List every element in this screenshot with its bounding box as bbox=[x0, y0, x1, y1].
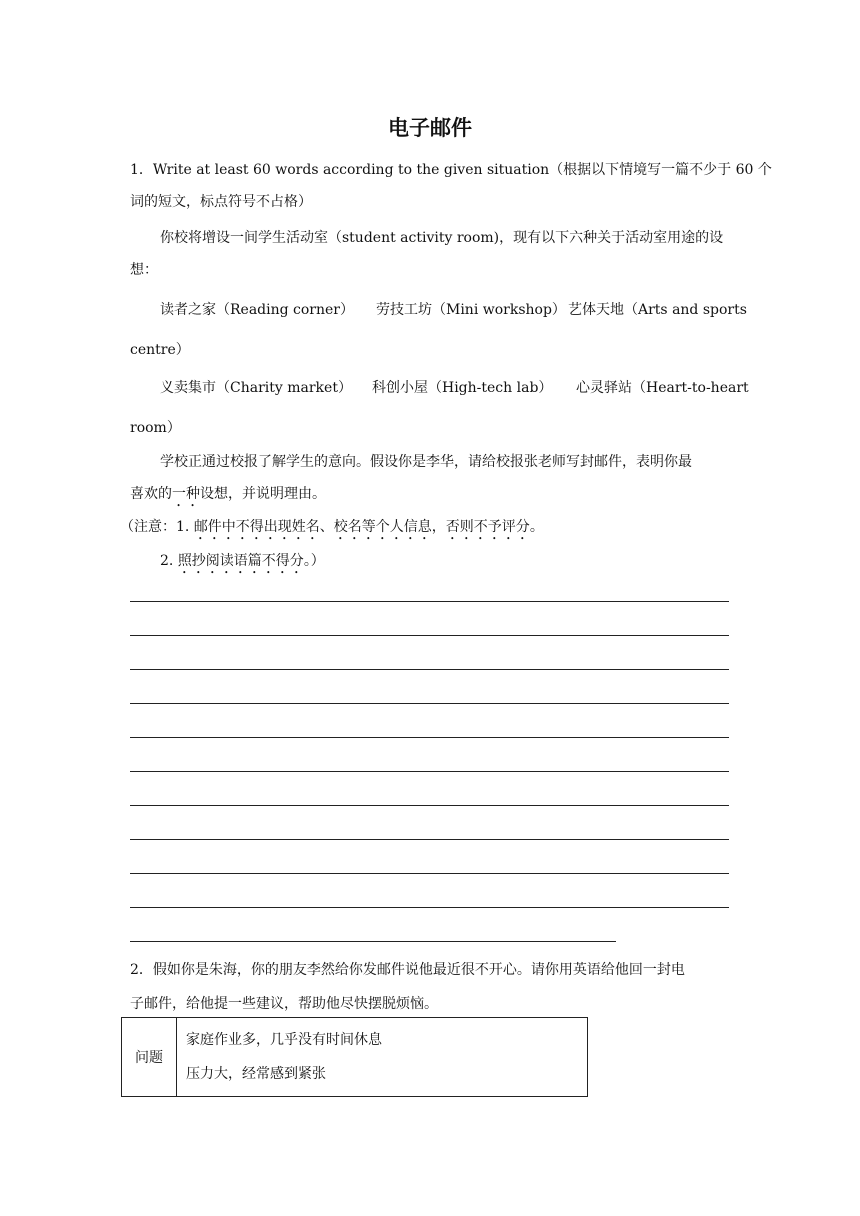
writing-line-last[interactable] bbox=[130, 941, 616, 942]
problem-item: 家庭作业多，几乎没有时间休息 bbox=[186, 1032, 382, 1048]
q1-task-line2: 喜欢的一种设想，并说明理由。 bbox=[130, 486, 326, 502]
q1-instruction-line1: 1．Write at least 60 words according to the given situation（根据以下情境写一篇不少于 60 个 bbox=[130, 162, 772, 178]
option-heart-to-heart: 心灵驿站（Heart-to-heart bbox=[576, 380, 749, 396]
q1-note-2: 2. 照抄阅读语篇不得分。） bbox=[160, 553, 325, 569]
q2-instruction-line2: 子邮件，给他提一些建议，帮助他尽快摆脱烦恼。 bbox=[130, 996, 438, 1012]
writing-line[interactable] bbox=[130, 771, 729, 772]
q1-intro-line1: 你校将增设一间学生活动室（student activity room)，现有以下六种关于活动室用途的设 bbox=[160, 230, 724, 246]
writing-line[interactable] bbox=[130, 839, 729, 840]
emphasis-note-2: 照抄阅读语篇不得分 bbox=[177, 553, 304, 569]
option-high-tech-lab: 科创小屋（High-tech lab） bbox=[372, 380, 553, 396]
writing-line[interactable] bbox=[130, 805, 729, 806]
writing-line[interactable] bbox=[130, 873, 729, 874]
writing-line[interactable] bbox=[130, 601, 729, 602]
writing-line[interactable] bbox=[130, 737, 729, 738]
problem-item: 压力大，经常感到紧张 bbox=[186, 1066, 326, 1082]
problem-table bbox=[121, 1017, 588, 1097]
problem-items bbox=[177, 1018, 588, 1097]
q1-note-1: （注意：1. 邮件中不得出现姓名、校名等个人信息，否则不予评分。 bbox=[120, 519, 544, 535]
emphasis-note-1: 邮件中不得出现姓名、校名等个人信息，否则不予评分 bbox=[193, 519, 530, 535]
q1-instruction-line2: 词的短文，标点符号不占格） bbox=[130, 194, 312, 210]
q2-instruction-line1: 2．假如你是朱海，你的朋友李然给你发邮件说他最近很不开心。请你用英语给他回一封电 bbox=[130, 962, 685, 978]
option-charity-market: 义卖集市（Charity market） bbox=[160, 380, 352, 396]
option-reading-corner: 读者之家（Reading corner） bbox=[160, 302, 354, 318]
q1-task-line1: 学校正通过校报了解学生的意向。假设你是李华，请给校报张老师写封邮件，表明你最 bbox=[160, 454, 692, 470]
emphasis-one-kind: 一种 bbox=[172, 486, 200, 502]
option-mini-workshop: 劳技工坊（Mini workshop） bbox=[376, 302, 566, 318]
q1-intro-line2: 想： bbox=[130, 262, 158, 278]
writing-line[interactable] bbox=[130, 907, 729, 908]
writing-line[interactable] bbox=[130, 635, 729, 636]
page-title: 电子邮件 bbox=[388, 116, 472, 140]
option-arts-sports-cont: centre） bbox=[130, 342, 190, 358]
writing-line[interactable] bbox=[130, 703, 729, 704]
option-heart-to-heart-cont: room） bbox=[130, 420, 181, 436]
option-arts-sports: 艺体天地（Arts and sports bbox=[568, 302, 747, 318]
writing-line[interactable] bbox=[130, 669, 729, 670]
problem-label: 问题 bbox=[122, 1018, 177, 1097]
